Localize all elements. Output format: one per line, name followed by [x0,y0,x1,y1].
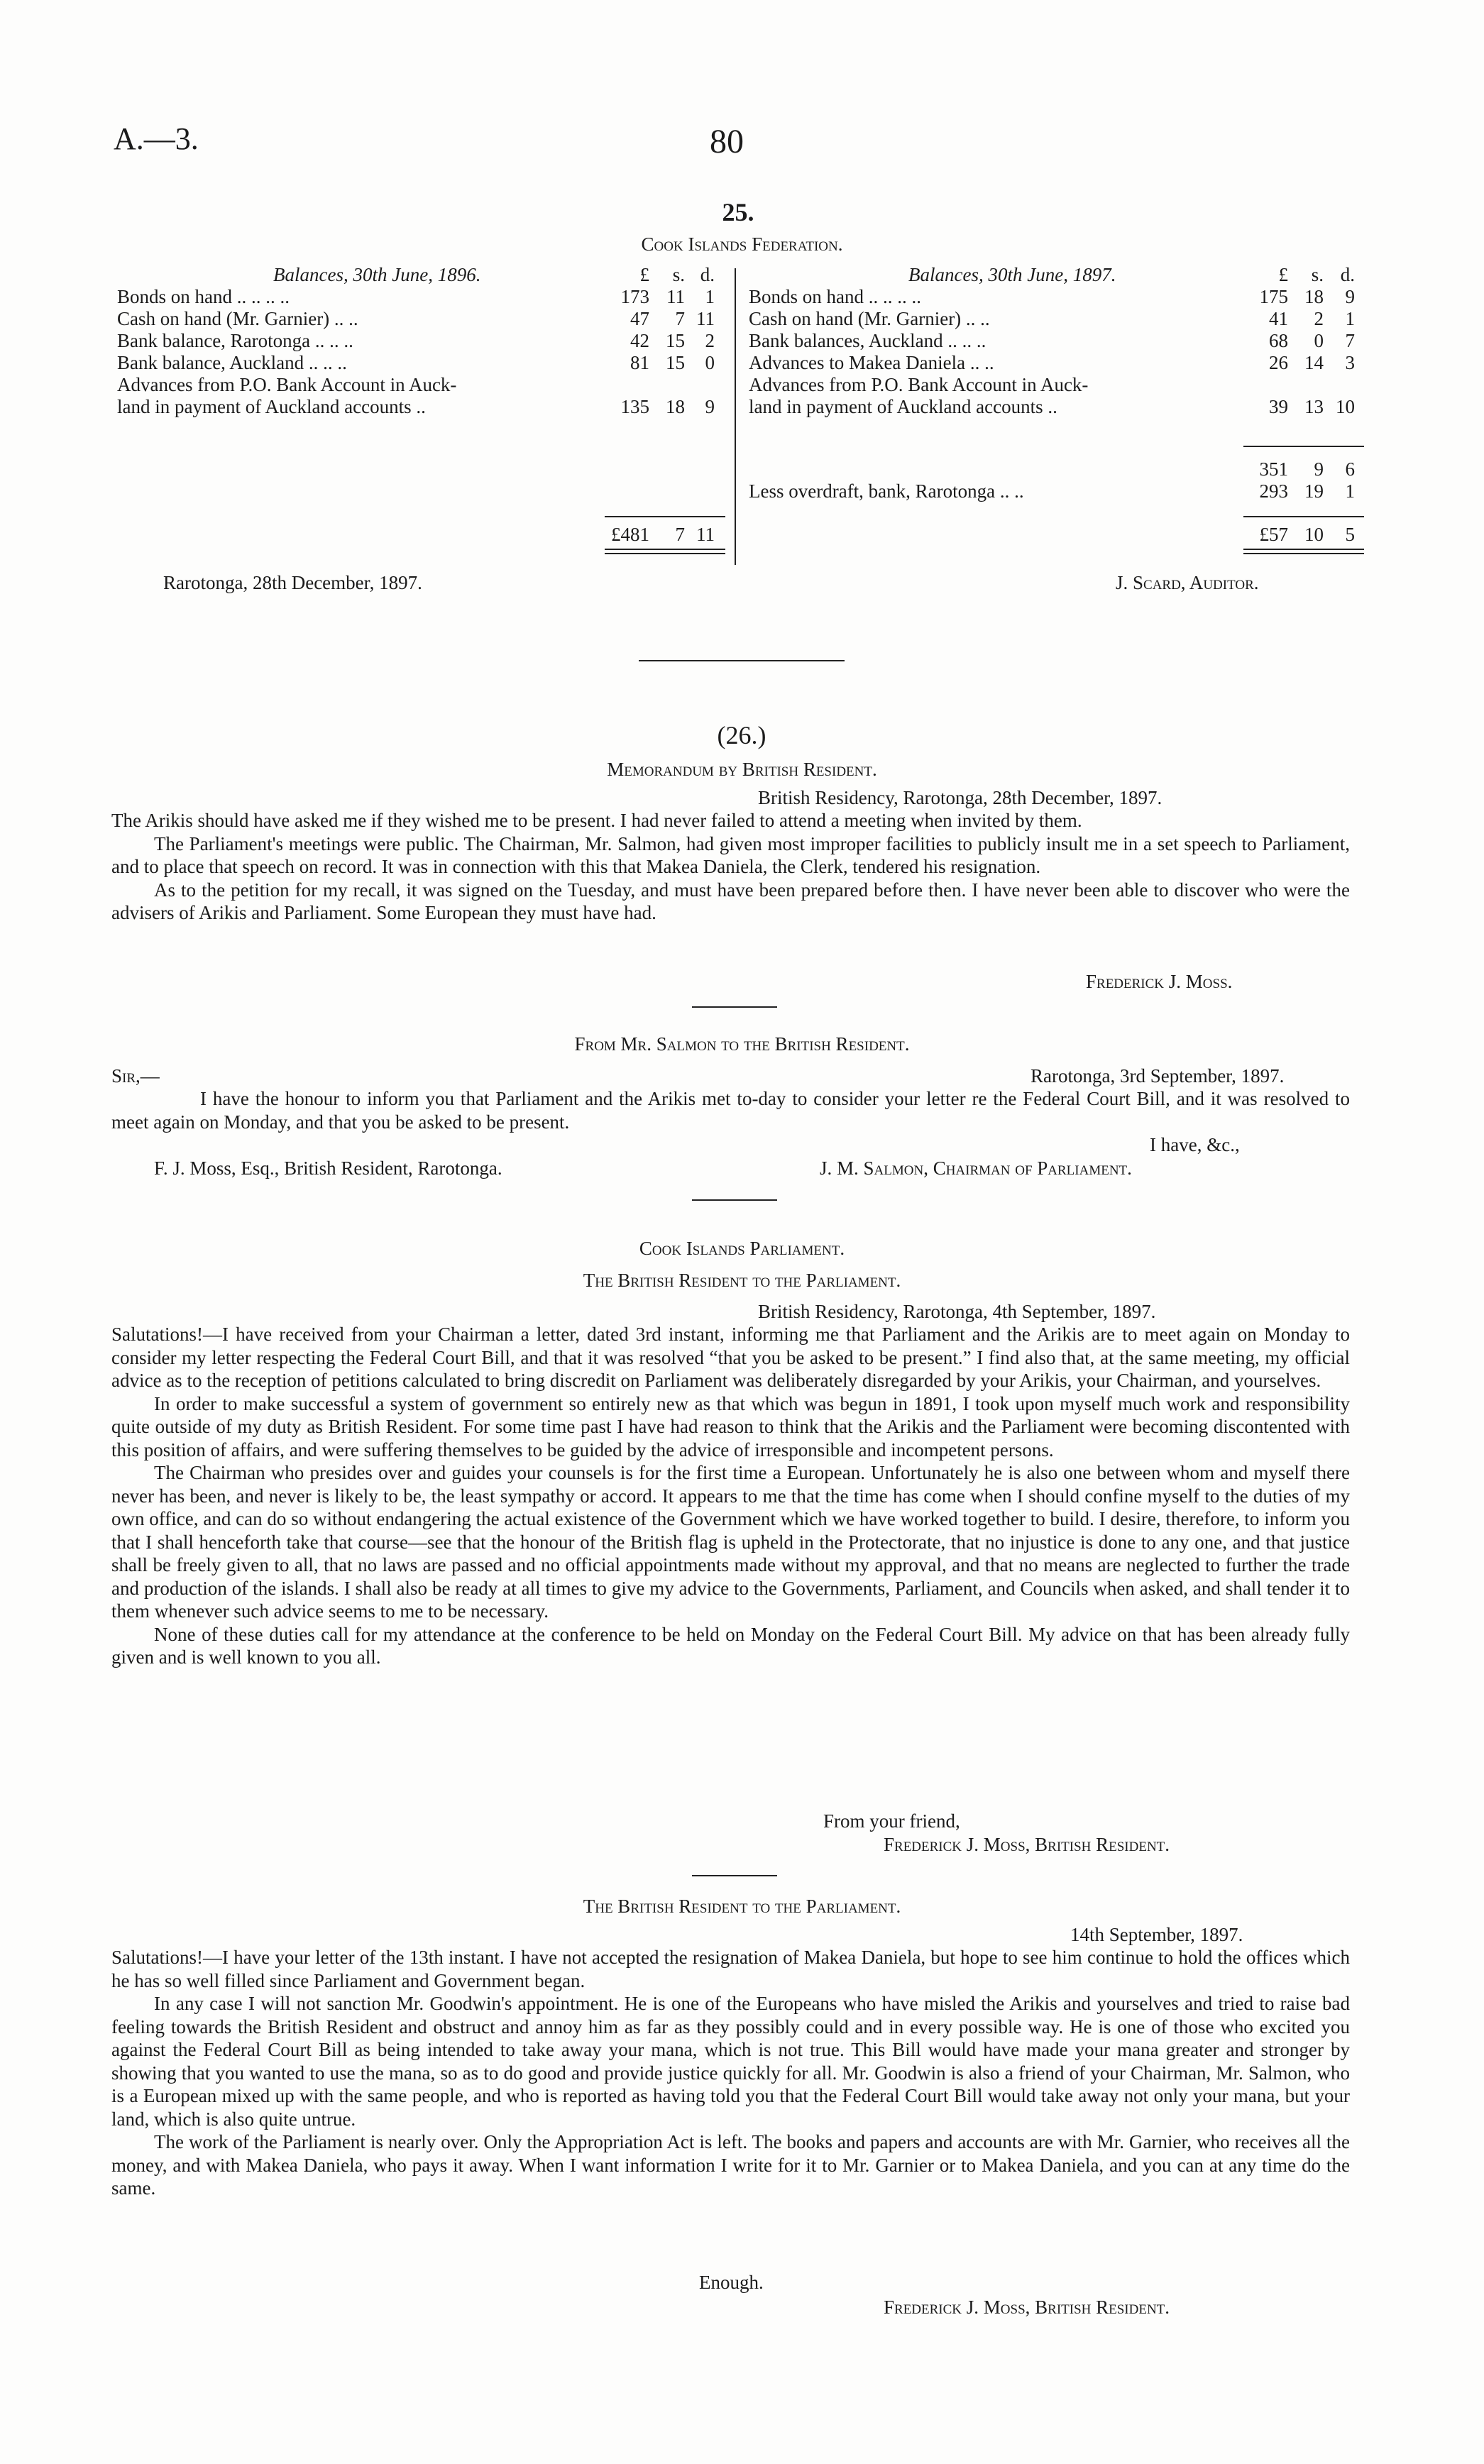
table-row: Bank balance, Rarotonga .. .. .. 42 15 2 [117,330,715,351]
balances-1897-total: £57 10 5 [1259,524,1355,545]
pence-col-header: d. [700,264,715,285]
balances-1897-subtotals [749,458,1373,502]
salmon-letter-dateline: Rarotonga, 3rd September, 1897. [1030,1065,1285,1087]
pence-col-header: d. [1340,264,1355,285]
salmon-letter-addressee: F. J. Moss, Esq., British Resident, Rarotonga. [154,1157,502,1179]
resident-letter-1-closing: From your friend, [823,1810,960,1832]
resident-letter-1-dateline: British Residency, Rarotonga, 4th September, 1897. [758,1301,1156,1322]
resident-letter-2-signature: Frederick J. Moss, British Resident. [884,2297,1170,2318]
resident-letter-1-signature: Frederick J. Moss, British Resident. [884,1834,1170,1855]
section-divider [692,1006,777,1008]
section-26-signature: Frederick J. Moss. [1086,971,1233,992]
paragraph: Salutations!—I have your letter of the 13th instant. I have not accepted the resignation of Makea Daniela, but hope to see him continue to hold the offices which he has so well filled since Parliament and Government began. [111,1947,1350,1991]
paragraph: Salutations!—I have received from your Chairman a letter, dated 3rd instant, informing me that Parliament and the Arikis are to meet again on Monday to consider my letter respecting the Federal Court Bill, and that it was resolved “that you be asked to be present.” I find also that, at the same meeting, my official advice as to the reception of petitions calculated to bring discredit on Parliament was deliberately disregarded by your Arikis, your Chairman, and yourselves. [111,1324,1350,1391]
table-row: Bonds on hand .. .. .. .. 173 11 1 [117,286,715,307]
divider [1243,553,1364,554]
paragraph: In any case I will not sanction Mr. Goodwin's appointment. He is one of the Europeans who have misled the Arikis and yourselves and tried to raise bad feeling towards the British Resident and obstruct and annoy him as far as they possibly could and in every possible way. He is one of those who excited you against the Federal Court Bill as being intended to take away your mana, which is not true. This Bill would have made your mana greater and stronger by showing that you wanted to use the mana, so as to do good and provide justice quickly for all. Mr. Goodwin is also a friend of your Chairman, Mr. Salmon, who is a European mixed up with the same people, and who is reported as having told you that the Federal Court Bill would take away not only your mana, but your land, which is also quite untrue. [111,1993,1350,2130]
paragraph: The Chairman who presides over and guides your counsels is for the first time a European. Unfortunately he is also one between whom and myself there never has been, and never is likely to be, the least sympathy or accord. It appears to me that the time has come when I should confine myself to the duties of my own office, and can do so without endangering the actual existence of the Government which we have worked together to build. I desire, therefore, to inform you that I shall henceforth take that course—see that the honour of the British flag is upheld in the Protectorate, that no injustice is done to any one, and that justice shall be freely given to all, that no laws are passed and no official appointments made without my approval, and that no means are neglected to further the trade and production of the islands. I shall also be ready at all times to give my advice to the Governments, Parliament, and Councils when asked, and shall tender it to them whenever such advice seems to me to be necessary. [111,1462,1350,1622]
divider [605,549,725,550]
divider [605,553,725,554]
section-26-number: (26.) [717,721,766,749]
section-26-body [111,809,1350,925]
paragraph: The work of the Parliament is nearly over. Only the Appropriation Act is left. The books and papers and accounts are with Mr. Garnier, who receives all the money, and with Makea Daniela, who pays it away. When I want information I write for it to Mr. Garnier or to Makea Daniela, and you can at any time do the same. [111,2131,1350,2199]
resident-letter-2-title: The British Resident to the Parliament. [583,1896,901,1917]
balances-1896-table [117,264,727,418]
shilling-col-header: s. [672,264,685,285]
paragraph: In order to make successful a system of government so entirely new as that which was begun in 1891, I took upon myself much work and responsibility quite outside of my duty as British Resident. For some time past I have had reason to think that the Arikis and the Parliament were becoming discontented with this position of affairs, and were suffering themselves to be guided by the advice of irresponsible and incompetent persons. [111,1392,1350,1461]
table-row: land in payment of Auckland accounts .. 39 13 10 [749,396,1355,417]
pound-col-header: £ [1278,264,1288,285]
section-26-dateline: British Residency, Rarotonga, 28th December, 1897. [758,787,1163,808]
divider [1243,549,1364,550]
resident-letter-1-body [111,1323,1350,1669]
paragraph: I have the honour to inform you that Parliament and the Arikis met to-day to consider your letter re the Federal Court Bill, and it was resolved to meet again on Monday, and that you be asked to be present. [111,1088,1350,1133]
page-number: 80 [710,123,744,160]
section-25-number: 25. [722,198,754,226]
resident-letter-1-title: The British Resident to the Parliament. [583,1270,901,1291]
resident-letter-2-closing: Enough. [699,2272,764,2293]
divider [1243,516,1364,517]
section-divider [639,660,845,661]
table-row: Bank balance, Auckland .. .. .. 81 15 0 [117,352,715,373]
section-25-title: Cook Islands Federation. [641,233,843,255]
table-row: Bank balances, Auckland .. .. .. 68 0 7 [749,330,1355,351]
parliament-heading: Cook Islands Parliament. [639,1238,845,1259]
overdraft-row: Less overdraft, bank, Rarotonga .. .. 293 19 1 [749,480,1355,502]
salmon-letter-salutation: Sir,— [111,1065,160,1087]
document-reference: A.—3. [114,121,199,156]
section-25-place-date: Rarotonga, 28th December, 1897. [163,572,422,593]
paragraph: The Parliament's meetings were public. The Chairman, Mr. Salmon, had given most improper facilities to publicly insult me in a set speech to Parliament, and to place that speech on record. It was in connection with this that Makea Daniela, the Clerk, tendered his resignation. [111,832,1350,877]
paragraph: None of these duties call for my attendance at the conference to be held on Monday on the Federal Court Bill. My advice on that has been already fully given and is well known to you all. [111,1623,1350,1668]
table-row: Cash on hand (Mr. Garnier) .. .. 41 2 1 [749,308,1355,329]
section-divider [692,1199,777,1201]
table-row: Cash on hand (Mr. Garnier) .. .. 47 7 11 [117,308,715,329]
table-row: Advances to Makea Daniela .. .. 26 14 3 [749,352,1355,373]
resident-letter-2-body [111,1946,1350,2200]
divider [1243,446,1364,447]
balances-1896-total: £481 7 11 [611,524,715,545]
paragraph: The Arikis should have asked me if they wished me to be present. I had never failed to attend a meeting when invited by them. [111,810,1082,831]
salmon-letter-signature: J. M. Salmon, Chairman of Parliament. [820,1157,1132,1179]
divider [605,516,725,517]
table-row: Advances from P.O. Bank Account in Auck- [117,374,457,395]
pound-col-header: £ [639,264,649,285]
salmon-letter-closing: I have, &c., [1150,1134,1240,1155]
section-divider [692,1875,777,1876]
paragraph: As to the petition for my recall, it was signed on the Tuesday, and must have been prepared before then. I have never been able to discover who were the advisers of Arikis and Parliament. Some European they must have had. [111,879,1350,923]
table-row: land in payment of Auckland accounts .. 135 18 9 [117,396,715,417]
table-row: Advances from P.O. Bank Account in Auck- [749,374,1089,395]
subtotal-row: 351 9 6 [1259,458,1355,480]
salmon-letter-title: From Mr. Salmon to the British Resident. [574,1033,910,1055]
table-row: Bonds on hand .. .. .. .. 175 18 9 [749,286,1355,307]
resident-letter-2-dateline: 14th September, 1897. [1070,1924,1243,1945]
auditor-signature: J. Scard, Auditor. [1116,572,1259,593]
shilling-col-header: s. [1311,264,1324,285]
balances-1896-heading: Balances, 30th June, 1896. [273,264,481,285]
section-26-title: Memorandum by British Resident. [607,759,877,780]
salmon-letter-body [111,1087,1350,1133]
column-divider [735,268,736,565]
balances-1897-table [749,264,1373,418]
balances-1897-heading: Balances, 30th June, 1897. [908,264,1116,285]
